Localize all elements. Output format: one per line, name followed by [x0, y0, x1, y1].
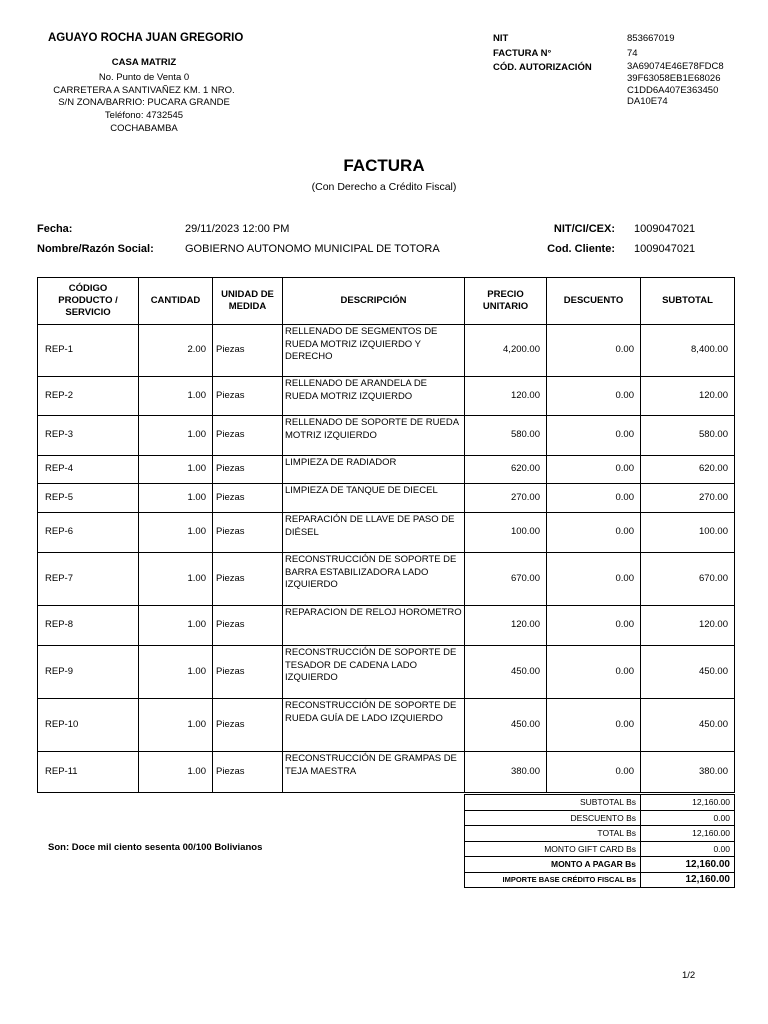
cell-description: REPARACIÓN DE LLAVE DE PASO DE DIÉSEL	[283, 513, 465, 553]
cell-code: REP-4	[38, 456, 139, 484]
cell-discount: 0.00	[547, 416, 641, 456]
table-header-row	[38, 278, 735, 325]
customer-name-label: Nombre/Razón Social:	[37, 243, 154, 255]
cell-code: REP-7	[38, 553, 139, 606]
cell-quantity: 1.00	[139, 456, 213, 484]
cell-quantity: 1.00	[139, 752, 213, 793]
totals-label: SUBTOTAL Bs	[465, 795, 641, 811]
issuer-point-of-sale: No. Punto de Venta 0	[98, 71, 190, 83]
cell-subtotal: 450.00	[641, 699, 735, 752]
totals-label: DESCUENTO Bs	[465, 810, 641, 826]
totals-row-amount-due	[465, 857, 735, 873]
cell-discount: 0.00	[547, 553, 641, 606]
amount-in-words: Son: Doce mil ciento sesenta 00/100 Bolivianos	[48, 842, 263, 853]
issuer-phone: Teléfono: 4732545	[104, 110, 184, 122]
cell-subtotal: 670.00	[641, 553, 735, 606]
cell-unit-price: 100.00	[465, 513, 547, 553]
cell-code: REP-6	[38, 513, 139, 553]
cell-quantity: 1.00	[139, 416, 213, 456]
column-header-quantity: CANTIDAD	[139, 278, 213, 325]
cell-description: RECONSTRUCCIÓN DE SOPORTE DE TESADOR DE CADENA LADO IZQUIERDO	[283, 646, 465, 699]
customer-name-value: GOBIERNO AUTONOMO MUNICIPAL DE TOTORA	[185, 243, 440, 255]
totals-label: IMPORTE BASE CRÉDITO FISCAL Bs	[465, 872, 641, 888]
table-row	[38, 752, 735, 793]
invoice-meta-labels	[493, 32, 592, 76]
cell-code: REP-11	[38, 752, 139, 793]
totals-table	[464, 794, 735, 888]
cell-quantity: 1.00	[139, 484, 213, 513]
cell-unit: Piezas	[213, 513, 283, 553]
invoice-number-value: 74	[627, 47, 638, 59]
cell-description: RECONSTRUCCIÓN DE GRAMPAS DE TEJA MAESTRA	[283, 752, 465, 793]
cell-code: REP-10	[38, 699, 139, 752]
cell-description: RELLENADO DE ARANDELA DE RUEDA MOTRIZ IZQUIERDO	[283, 377, 465, 416]
table-row	[38, 646, 735, 699]
totals-row	[465, 826, 735, 842]
issuer-address-line2: S/N ZONA/BARRIO: PUCARA GRANDE	[58, 97, 230, 109]
client-code-value: 1009047021	[634, 243, 696, 255]
issuer-branch: CASA MATRIZ	[111, 57, 177, 68]
table-row	[38, 606, 735, 646]
column-header-description: DESCRIPCIÓN	[283, 278, 465, 325]
cell-unit: Piezas	[213, 553, 283, 606]
cell-unit: Piezas	[213, 606, 283, 646]
table-row	[38, 416, 735, 456]
column-header-discount: DESCUENTO	[547, 278, 641, 325]
cell-unit: Piezas	[213, 325, 283, 377]
cell-discount: 0.00	[547, 325, 641, 377]
table-row	[38, 699, 735, 752]
cell-description: RECONSTRUCCIÓN DE SOPORTE DE BARRA ESTABILIZADORA LADO IZQUIERDO	[283, 553, 465, 606]
cell-quantity: 1.00	[139, 699, 213, 752]
table-row	[38, 484, 735, 513]
table-row	[38, 513, 735, 553]
cell-discount: 0.00	[547, 699, 641, 752]
issuer-details	[40, 57, 248, 136]
cell-unit-price: 380.00	[465, 752, 547, 793]
cell-discount: 0.00	[547, 377, 641, 416]
totals-label: MONTO A PAGAR Bs	[465, 857, 641, 873]
cell-subtotal: 120.00	[641, 606, 735, 646]
cell-unit-price: 120.00	[465, 606, 547, 646]
cell-unit-price: 120.00	[465, 377, 547, 416]
authorization-code-label: CÓD. AUTORIZACIÓN	[493, 62, 592, 73]
cell-unit-price: 270.00	[465, 484, 547, 513]
cell-unit: Piezas	[213, 456, 283, 484]
cell-description: REPARACION DE RELOJ HOROMETRO	[283, 606, 465, 646]
cell-unit-price: 670.00	[465, 553, 547, 606]
totals-value: 0.00	[641, 841, 735, 857]
cell-unit-price: 450.00	[465, 646, 547, 699]
totals-value: 12,160.00	[641, 872, 735, 888]
cell-unit: Piezas	[213, 484, 283, 513]
cell-code: REP-3	[38, 416, 139, 456]
cell-subtotal: 100.00	[641, 513, 735, 553]
totals-value: 12,160.00	[641, 795, 735, 811]
cell-discount: 0.00	[547, 513, 641, 553]
page-number: 1/2	[682, 970, 696, 981]
cell-subtotal: 620.00	[641, 456, 735, 484]
cell-description: LIMPIEZA DE RADIADOR	[283, 456, 465, 484]
cell-unit-price: 450.00	[465, 699, 547, 752]
totals-label: TOTAL Bs	[465, 826, 641, 842]
cell-unit: Piezas	[213, 752, 283, 793]
cell-discount: 0.00	[547, 752, 641, 793]
document-title: FACTURA	[343, 156, 425, 175]
column-header-unit-price: PRECIO UNITARIO	[465, 278, 547, 325]
table-row	[38, 553, 735, 606]
issuer-address-line1: CARRETERA A SANTIVAÑEZ KM. 1 NRO.	[53, 84, 235, 96]
authorization-code-line: C1DD6A407E363450	[627, 84, 719, 96]
totals-row	[465, 795, 735, 811]
cell-quantity: 1.00	[139, 606, 213, 646]
totals-row-fiscal-base	[465, 872, 735, 888]
table-row	[38, 456, 735, 484]
cell-unit-price: 620.00	[465, 456, 547, 484]
cell-subtotal: 270.00	[641, 484, 735, 513]
cell-subtotal: 580.00	[641, 416, 735, 456]
cell-description: LIMPIEZA DE TANQUE DE DIECEL	[283, 484, 465, 513]
cell-quantity: 2.00	[139, 325, 213, 377]
cell-discount: 0.00	[547, 484, 641, 513]
cell-discount: 0.00	[547, 646, 641, 699]
cell-description: RECONSTRUCCIÓN DE SOPORTE DE RUEDA GUÍA DE LADO IZQUIERDO	[283, 699, 465, 752]
customer-nit-value: 1009047021	[634, 223, 696, 235]
cell-quantity: 1.00	[139, 553, 213, 606]
cell-subtotal: 450.00	[641, 646, 735, 699]
totals-value: 0.00	[641, 810, 735, 826]
cell-code: REP-2	[38, 377, 139, 416]
cell-unit-price: 580.00	[465, 416, 547, 456]
authorization-code-line: DA10E74	[627, 96, 668, 108]
cell-subtotal: 120.00	[641, 377, 735, 416]
cell-code: REP-5	[38, 484, 139, 513]
cell-code: REP-9	[38, 646, 139, 699]
cell-unit: Piezas	[213, 699, 283, 752]
column-header-subtotal: SUBTOTAL	[641, 278, 735, 325]
document-subtitle: (Con Derecho a Crédito Fiscal)	[311, 181, 457, 193]
cell-unit: Piezas	[213, 416, 283, 456]
nit-label: NIT	[493, 33, 509, 44]
client-code-label: Cod. Cliente:	[547, 243, 615, 255]
totals-value: 12,160.00	[641, 857, 735, 873]
authorization-code-line: 39F63058EB1E68026	[627, 72, 721, 84]
totals-value: 12,160.00	[641, 826, 735, 842]
cell-code: REP-8	[38, 606, 139, 646]
table-row	[38, 325, 735, 377]
cell-discount: 0.00	[547, 456, 641, 484]
issuer-city: COCHABAMBA	[110, 122, 178, 134]
column-header-code: CÓDIGO PRODUCTO / SERVICIO	[38, 278, 139, 325]
cell-unit: Piezas	[213, 646, 283, 699]
table-row	[38, 377, 735, 416]
cell-unit-price: 4,200.00	[465, 325, 547, 377]
totals-row	[465, 810, 735, 826]
cell-description: RELLENADO DE SEGMENTOS DE RUEDA MOTRIZ IZQUIERDO Y DERECHO	[283, 325, 465, 377]
date-label: Fecha:	[37, 223, 73, 235]
column-header-unit: UNIDAD DE MEDIDA	[213, 278, 283, 325]
cell-description: RELLENADO DE SOPORTE DE RUEDA MOTRIZ IZQUIERDO	[283, 416, 465, 456]
authorization-code-line: 3A69074E46E78FDC8	[627, 61, 724, 72]
cell-subtotal: 8,400.00	[641, 325, 735, 377]
cell-unit: Piezas	[213, 377, 283, 416]
invoice-number-label: FACTURA N°	[493, 47, 552, 59]
cell-quantity: 1.00	[139, 513, 213, 553]
cell-quantity: 1.00	[139, 646, 213, 699]
items-table	[37, 277, 735, 793]
issuer-name: AGUAYO ROCHA JUAN GREGORIO	[48, 32, 244, 44]
date-value: 29/11/2023 12:00 PM	[185, 223, 290, 235]
totals-label: MONTO GIFT CARD Bs	[465, 841, 641, 857]
customer-nit-label: NIT/CI/CEX:	[553, 223, 615, 235]
cell-code: REP-1	[38, 325, 139, 377]
totals-row	[465, 841, 735, 857]
cell-quantity: 1.00	[139, 377, 213, 416]
cell-subtotal: 380.00	[641, 752, 735, 793]
invoice-meta-values	[627, 32, 724, 108]
cell-discount: 0.00	[547, 606, 641, 646]
nit-value: 853667019	[627, 33, 675, 44]
